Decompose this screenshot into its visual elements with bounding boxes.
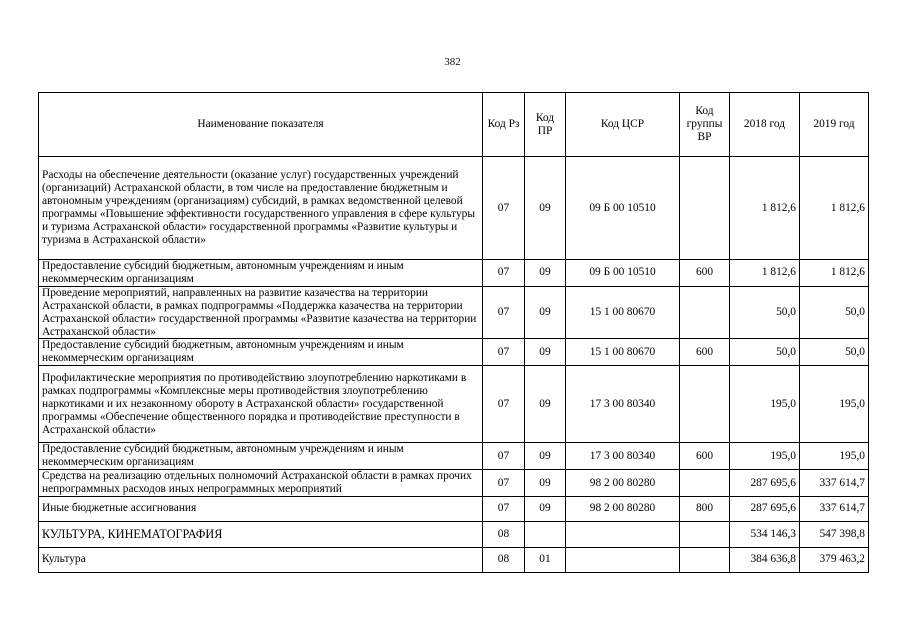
row-csr: 98 2 00 80280 xyxy=(566,470,680,497)
row-vr xyxy=(680,366,730,443)
row-pr: 09 xyxy=(525,496,566,521)
row-csr xyxy=(566,521,680,547)
row-pr xyxy=(525,521,566,547)
header-vr: Код группы ВР xyxy=(680,93,730,157)
row-rz: 07 xyxy=(483,339,525,366)
row-rz: 07 xyxy=(483,496,525,521)
table-row xyxy=(39,547,869,572)
row-rz: 07 xyxy=(483,366,525,443)
row-vr: 600 xyxy=(680,443,730,470)
row-pr: 09 xyxy=(525,339,566,366)
row-name: Иные бюджетные ассигнования xyxy=(39,496,483,521)
row-name: Культура xyxy=(39,547,483,572)
row-2018: 50,0 xyxy=(730,286,800,339)
row-vr: 600 xyxy=(680,339,730,366)
header-rz: Код Рз xyxy=(483,93,525,157)
row-name: Профилактические мероприятия по противодействию злоупотреблению наркотиками в рамках подпрограммы «Комплексные меры противодействия злоупотреблению наркотиками и их незаконному обороту в Астраханской области» государственной программы «Обеспечение общественного порядка и противодействие преступности в Астраханской области» xyxy=(39,366,483,443)
table-row xyxy=(39,339,869,366)
row-2018: 50,0 xyxy=(730,339,800,366)
row-2018: 534 146,3 xyxy=(730,521,800,547)
row-csr: 09 Б 00 10510 xyxy=(566,157,680,260)
header-name: Наименование показателя xyxy=(39,93,483,157)
row-name: КУЛЬТУРА, КИНЕМАТОГРАФИЯ xyxy=(39,521,483,547)
row-2018: 287 695,6 xyxy=(730,496,800,521)
row-pr: 09 xyxy=(525,286,566,339)
table-row xyxy=(39,157,869,260)
table-row xyxy=(39,260,869,287)
row-2019: 50,0 xyxy=(800,286,869,339)
row-vr xyxy=(680,521,730,547)
row-2019: 547 398,8 xyxy=(800,521,869,547)
row-rz: 07 xyxy=(483,286,525,339)
header-csr: Код ЦСР xyxy=(566,93,680,157)
row-pr: 01 xyxy=(525,547,566,572)
header-2019: 2019 год xyxy=(800,93,869,157)
page-number: 382 xyxy=(444,56,461,68)
row-csr: 17 3 00 80340 xyxy=(566,366,680,443)
row-pr: 09 xyxy=(525,443,566,470)
row-vr xyxy=(680,286,730,339)
row-vr xyxy=(680,157,730,260)
row-pr: 09 xyxy=(525,366,566,443)
row-2019: 379 463,2 xyxy=(800,547,869,572)
row-2019: 337 614,7 xyxy=(800,470,869,497)
row-name: Средства на реализацию отдельных полномочий Астраханской области в рамках прочих непрограммных расходов иных непрограммных мероприятий xyxy=(39,470,483,497)
table-header-row xyxy=(39,93,869,157)
row-rz: 07 xyxy=(483,157,525,260)
row-csr: 98 2 00 80280 xyxy=(566,496,680,521)
row-2018: 1 812,6 xyxy=(730,157,800,260)
row-name: Предоставление субсидий бюджетным, автономным учреждениям и иным некоммерческим организациям xyxy=(39,443,483,470)
row-name: Предоставление субсидий бюджетным, автономным учреждениям и иным некоммерческим организациям xyxy=(39,260,483,287)
row-rz: 07 xyxy=(483,470,525,497)
row-2019: 195,0 xyxy=(800,443,869,470)
row-2018: 195,0 xyxy=(730,366,800,443)
row-2018: 195,0 xyxy=(730,443,800,470)
row-2018: 287 695,6 xyxy=(730,470,800,497)
row-2019: 337 614,7 xyxy=(800,496,869,521)
row-2018: 384 636,8 xyxy=(730,547,800,572)
table-row xyxy=(39,496,869,521)
row-pr: 09 xyxy=(525,260,566,287)
row-rz: 08 xyxy=(483,547,525,572)
row-name: Предоставление субсидий бюджетным, автономным учреждениям и иным некоммерческим организациям xyxy=(39,339,483,366)
table-row xyxy=(39,366,869,443)
row-vr: 800 xyxy=(680,496,730,521)
row-name: Расходы на обеспечение деятельности (оказание услуг) государственных учреждений (организаций) Астраханской области, в том числе на предоставление бюджетным и автономным учреждениям (организациям) субсидий, в рамках ведомственной целевой программы «Повышение эффективности государственного управления в сфере культуры и туризма Астраханской области» государственной программы «Развитие культуры и туризма в Астраханской области» xyxy=(39,157,483,260)
row-rz: 08 xyxy=(483,521,525,547)
row-vr xyxy=(680,470,730,497)
row-2019: 1 812,6 xyxy=(800,260,869,287)
row-vr xyxy=(680,547,730,572)
table-row xyxy=(39,443,869,470)
row-rz: 07 xyxy=(483,443,525,470)
row-pr: 09 xyxy=(525,157,566,260)
row-pr: 09 xyxy=(525,470,566,497)
table-row xyxy=(39,470,869,497)
row-rz: 07 xyxy=(483,260,525,287)
row-csr xyxy=(566,547,680,572)
row-csr: 15 1 00 80670 xyxy=(566,286,680,339)
header-2018: 2018 год xyxy=(730,93,800,157)
row-name: Проведение мероприятий, направленных на развитие казачества на территории Астраханской области, в рамках подпрограммы «Поддержка казачества на территории Астраханской области» государственной программы «Развитие казачества на территории Астраханской области» xyxy=(39,286,483,339)
header-pr: Код ПР xyxy=(525,93,566,157)
row-2019: 1 812,6 xyxy=(800,157,869,260)
table-row xyxy=(39,286,869,339)
budget-table xyxy=(38,92,869,573)
row-csr: 15 1 00 80670 xyxy=(566,339,680,366)
row-csr: 17 3 00 80340 xyxy=(566,443,680,470)
row-vr: 600 xyxy=(680,260,730,287)
row-2019: 195,0 xyxy=(800,366,869,443)
table-row xyxy=(39,521,869,547)
row-csr: 09 Б 00 10510 xyxy=(566,260,680,287)
row-2018: 1 812,6 xyxy=(730,260,800,287)
row-2019: 50,0 xyxy=(800,339,869,366)
